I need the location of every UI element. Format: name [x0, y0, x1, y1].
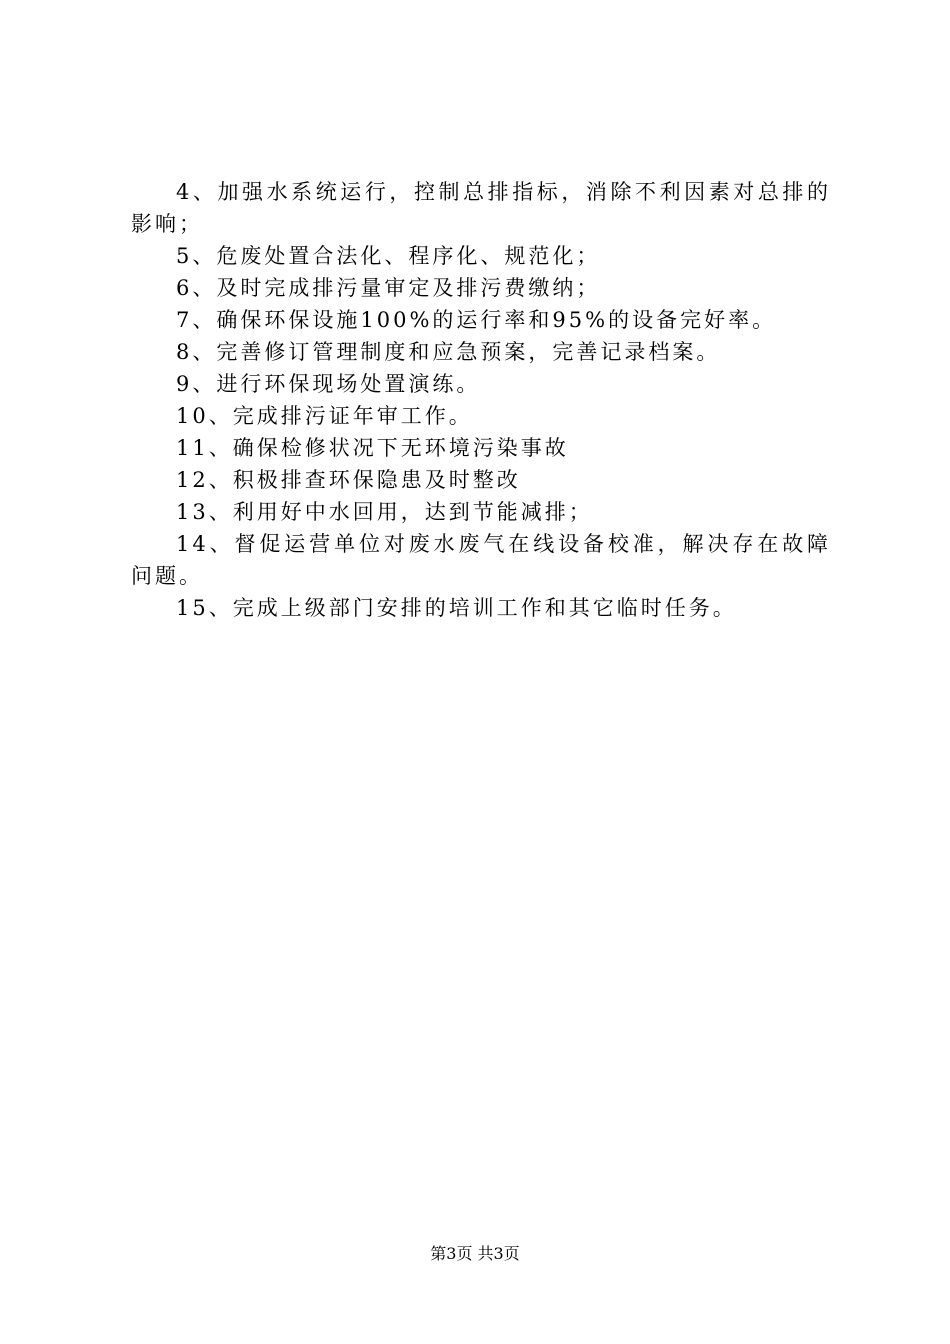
list-item: 4、加强水系统运行，控制总排指标，消除不利因素对总排的影响；	[131, 180, 831, 236]
list-item: 7、确保环保设施100%的运行率和95%的设备完好率。	[176, 308, 777, 332]
task-list	[131, 176, 831, 624]
list-item: 15、完成上级部门安排的培训工作和其它临时任务。	[176, 596, 737, 620]
list-item: 11、确保检修状况下无环境污染事故	[176, 436, 569, 460]
list-item: 6、及时完成排污量审定及排污费缴纳；	[176, 276, 601, 300]
list-item: 5、危废处置合法化、程序化、规范化；	[176, 244, 601, 268]
list-item: 9、进行环保现场处置演练。	[176, 372, 481, 396]
page-footer: 第3页 共3页	[430, 1244, 520, 1263]
list-item: 12、积极排查环保隐患及时整改	[176, 468, 521, 492]
list-item: 14、督促运营单位对废水废气在线设备校准，解决存在故障问题。	[131, 532, 831, 588]
list-item: 13、利用好中水回用，达到节能减排；	[176, 500, 593, 524]
list-item: 10、完成排污证年审工作。	[176, 404, 473, 428]
list-item: 8、完善修订管理制度和应急预案，完善记录档案。	[176, 340, 721, 364]
